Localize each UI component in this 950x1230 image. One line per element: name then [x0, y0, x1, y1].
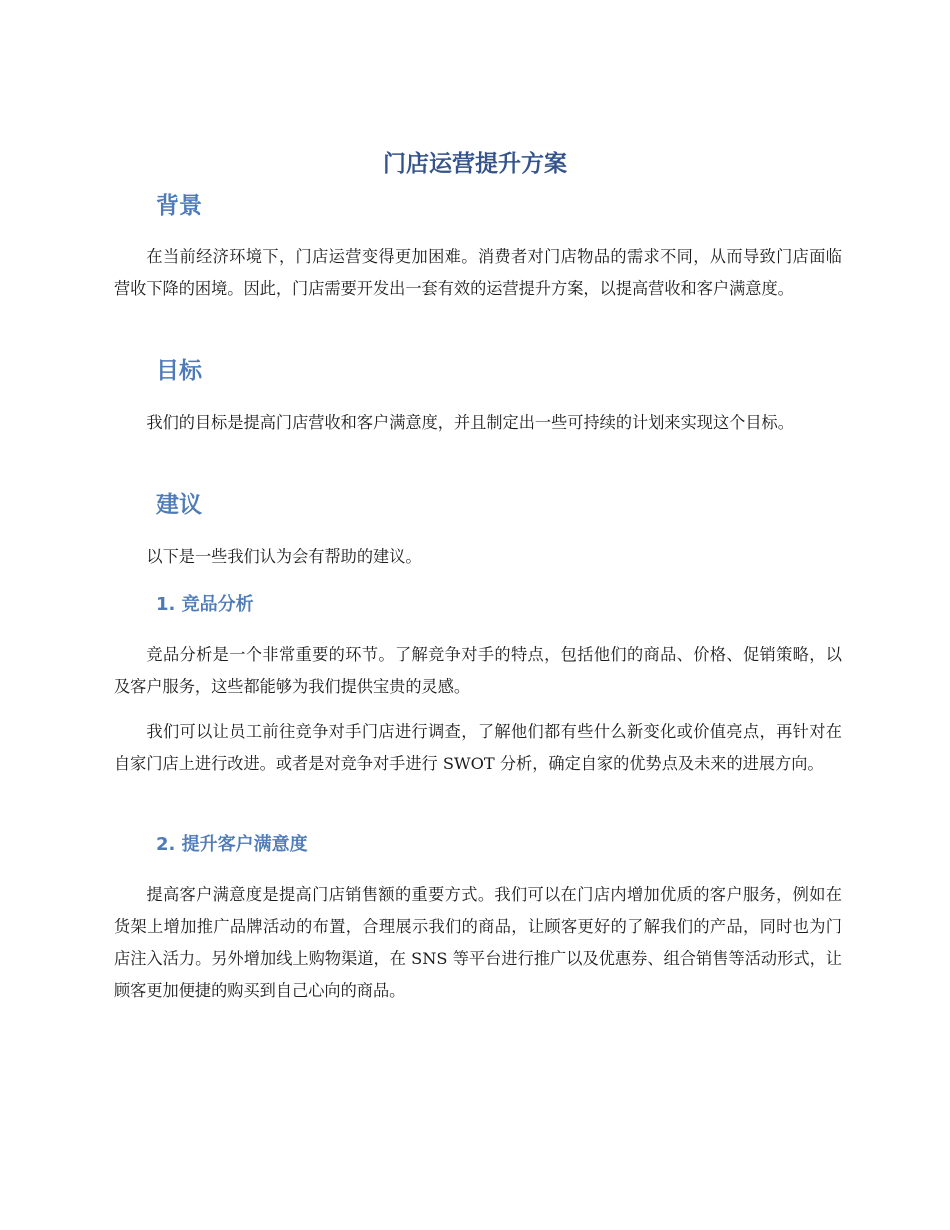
customer-satisfaction-paragraph: 提高客户满意度是提高门店销售额的重要方式。我们可以在门店内增加优质的客户服务，例如在货架上增加推广品牌活动的布置，合理展示我们的商品，让顾客更好的了解我们的产品，同时也为门店注入活力。另外增加线上购物渠道，在 SNS 等平台进行推广以及优惠券、组合销售等活动形式，让顾客更加便捷的购买到自己心向的商品。 — [114, 885, 842, 1000]
goal-paragraph: 我们的目标是提高门店营收和客户满意度，并且制定出一些可持续的计划来实现这个目标。 — [146, 413, 794, 432]
subsection-heading-customer-satisfaction: 2. 提升客户满意度 — [156, 834, 308, 855]
section-heading-background: 背景 — [156, 193, 202, 219]
section-heading-goal: 目标 — [156, 358, 202, 384]
competitor-analysis-paragraph-1: 竞品分析是一个非常重要的环节。了解竞争对手的特点，包括他们的商品、价格、促销策略，以及客户服务，这些都能够为我们提供宝贵的灵感。 — [114, 645, 842, 696]
competitor-analysis-paragraph-2: 我们可以让员工前往竞争对手门店进行调查，了解他们都有些什么新变化或价值亮点，再针对在自家门店上进行改进。或者是对竞争对手进行 SWOT 分析，确定自家的优势点及未来的进展方向。 — [114, 722, 842, 773]
background-paragraph: 在当前经济环境下，门店运营变得更加困难。消费者对门店物品的需求不同，从而导致门店面临营收下降的困境。因此，门店需要开发出一套有效的运营提升方案，以提高营收和客户满意度。 — [114, 247, 842, 298]
section-heading-suggestions: 建议 — [156, 492, 202, 518]
document-title: 门店运营提升方案 — [383, 151, 567, 177]
suggestions-intro-paragraph: 以下是一些我们认为会有帮助的建议。 — [146, 547, 422, 566]
subsection-heading-competitor-analysis: 1. 竞品分析 — [156, 594, 254, 615]
